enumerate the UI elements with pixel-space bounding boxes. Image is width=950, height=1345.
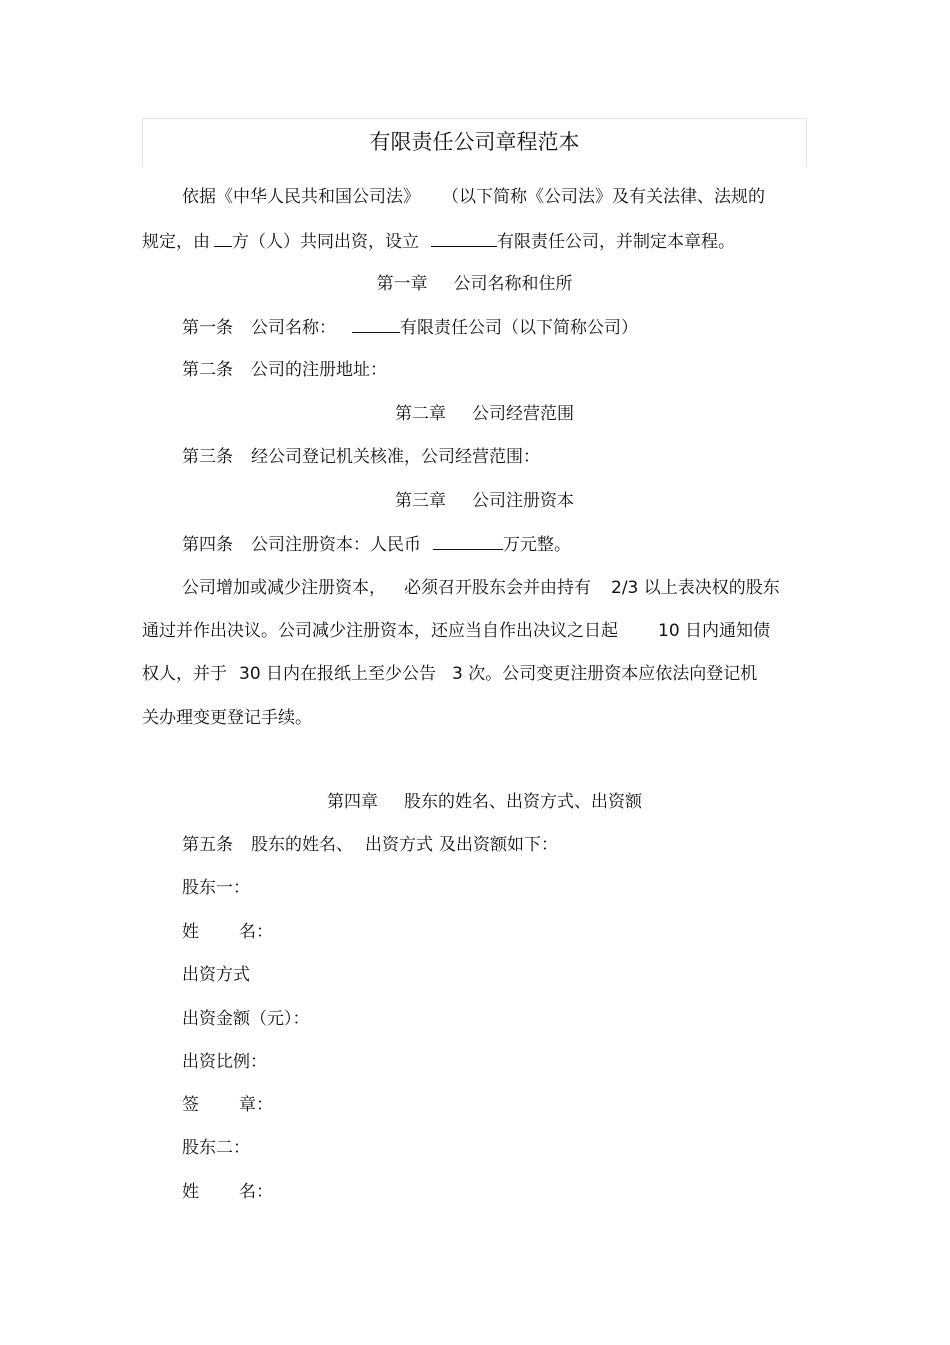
article-label: 第二条 bbox=[182, 360, 233, 380]
preamble-line-1 bbox=[182, 185, 765, 209]
chapter-3-heading bbox=[152, 489, 817, 513]
shareholder-1-heading: 股东一： bbox=[182, 878, 250, 898]
paragraph-text: 权人，并于 bbox=[142, 664, 227, 684]
article-4 bbox=[182, 532, 571, 556]
preamble-text: 规定，由 bbox=[142, 232, 210, 252]
article-text: 万元整。 bbox=[503, 535, 571, 555]
chapter-name: 公司名称和住所 bbox=[453, 274, 573, 294]
article-text: 股东的姓名、 bbox=[251, 835, 353, 855]
preamble-text: 依据《中华人民共和国公司法》 bbox=[182, 187, 420, 207]
paragraph-text: 10 日内通知债 bbox=[658, 621, 771, 641]
preamble-text: 有限责任公司，并制定本章程。 bbox=[497, 232, 735, 252]
article-text: 公司注册资本：人民币 bbox=[251, 535, 421, 555]
article-5 bbox=[182, 833, 558, 857]
field-label: 姓 bbox=[182, 922, 199, 942]
article-2 bbox=[182, 358, 387, 382]
paragraph-text: 30 日内在报纸上至少公告 bbox=[239, 664, 437, 684]
chapter-number: 第三章 bbox=[395, 491, 446, 511]
article-1 bbox=[182, 315, 638, 339]
paragraph-text: 2/3 以上表决权的股东 bbox=[611, 578, 780, 598]
article-label: 第四条 bbox=[182, 535, 233, 555]
paragraph-text: 公司增加或减少注册资本， bbox=[182, 578, 386, 598]
article-3 bbox=[182, 445, 540, 469]
chapter-number: 第二章 bbox=[395, 404, 446, 424]
field-amount: 出资金额（元）： bbox=[182, 1009, 310, 1029]
document-title: 有限责任公司章程范本 bbox=[369, 130, 580, 154]
article-label: 第三条 bbox=[182, 447, 233, 467]
article-text: 公司的注册地址： bbox=[251, 360, 387, 380]
preamble-text: （以下简称《公司法》及有关法律、法规的 bbox=[442, 187, 765, 207]
chapter-1-heading bbox=[142, 272, 807, 296]
blank-field bbox=[431, 229, 497, 247]
chapter-4-heading bbox=[152, 790, 817, 814]
blank-field bbox=[352, 315, 400, 333]
field-ratio: 出资比例： bbox=[182, 1052, 267, 1072]
article-label: 第五条 bbox=[182, 835, 233, 855]
field-signature bbox=[182, 1093, 273, 1117]
article-text: 及出资额如下： bbox=[439, 835, 558, 855]
paragraph-text: 3 次。公司变更注册资本应依法向登记机 bbox=[452, 664, 758, 684]
article-text: 出资方式 bbox=[365, 835, 433, 855]
shareholder-2-heading: 股东二： bbox=[182, 1138, 250, 1158]
article-text: 公司名称： bbox=[251, 318, 336, 338]
blank-field bbox=[433, 532, 503, 550]
article-label: 第一条 bbox=[182, 318, 233, 338]
field-name bbox=[182, 920, 273, 944]
chapter-number: 第四章 bbox=[327, 792, 378, 812]
chapter-name: 股东的姓名、出资方式、出资额 bbox=[404, 792, 642, 812]
field-label: 签 bbox=[182, 1095, 199, 1115]
paragraph-text: 必须召开股东会并由持有 bbox=[404, 578, 591, 598]
paragraph-capital-line-3 bbox=[142, 662, 757, 686]
article-text: 经公司登记机关核准，公司经营范围： bbox=[251, 447, 540, 467]
blank-field bbox=[214, 229, 232, 247]
field-label: 姓 bbox=[182, 1182, 199, 1202]
article-text: 有限责任公司（以下简称公司） bbox=[400, 318, 638, 338]
field-name-2 bbox=[182, 1180, 273, 1204]
field-label: 名： bbox=[239, 1182, 273, 1202]
preamble-text: 方（人）共同出资，设立 bbox=[232, 232, 419, 252]
field-label: 章： bbox=[239, 1095, 273, 1115]
paragraph-capital-line-1 bbox=[182, 576, 780, 600]
paragraph-capital-line-2 bbox=[142, 619, 770, 643]
chapter-name: 公司经营范围 bbox=[472, 404, 574, 424]
field-method: 出资方式 bbox=[182, 965, 250, 985]
chapter-2-heading bbox=[152, 402, 817, 426]
chapter-name: 公司注册资本 bbox=[472, 491, 574, 511]
paragraph-capital-line-4: 关办理变更登记手续。 bbox=[142, 708, 312, 728]
chapter-number: 第一章 bbox=[376, 274, 428, 294]
field-label: 名： bbox=[239, 922, 273, 942]
paragraph-text: 通过并作出决议。公司减少注册资本，还应当自作出决议之日起 bbox=[142, 621, 618, 641]
preamble-line-2 bbox=[142, 229, 735, 253]
